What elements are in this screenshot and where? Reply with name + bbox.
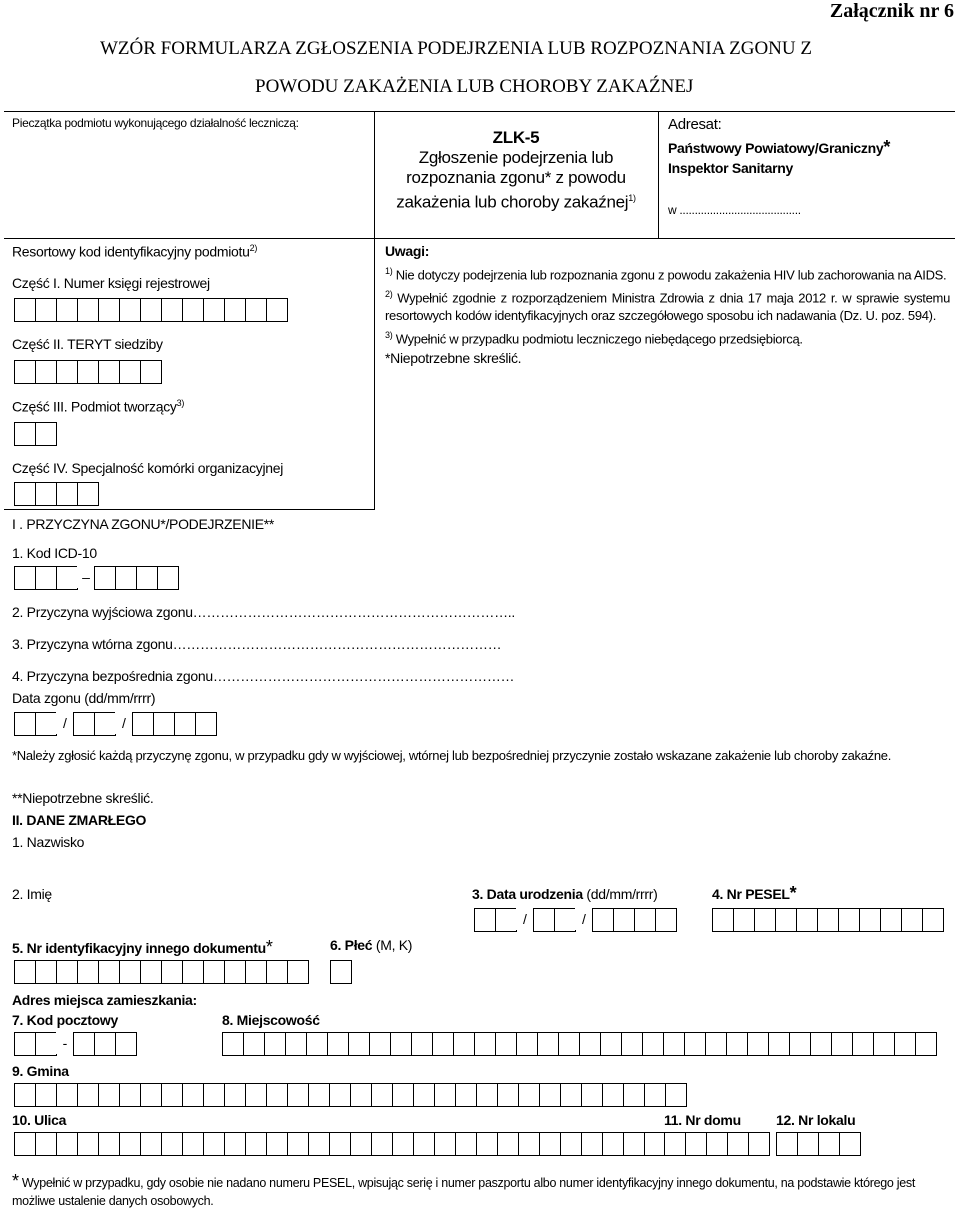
- note1-sup: 1): [385, 266, 393, 276]
- cause-direct[interactable]: 4. Przyczyna bezpośrednia zgonu…………………………………………………………: [12, 668, 515, 684]
- char-box[interactable]: [140, 1083, 162, 1107]
- char-box[interactable]: [474, 908, 496, 932]
- char-box[interactable]: [776, 1132, 798, 1156]
- icd-label: 1. Kod ICD-10: [12, 545, 97, 561]
- char-box[interactable]: [182, 1132, 204, 1156]
- char-box[interactable]: [432, 1032, 454, 1056]
- char-box[interactable]: [922, 908, 944, 932]
- death-date-boxes[interactable]: [14, 712, 216, 736]
- char-box[interactable]: [539, 1083, 561, 1107]
- char-box[interactable]: [705, 1032, 727, 1056]
- form-code-line2: rozpoznania zgonu* z powodu: [406, 168, 626, 187]
- char-box[interactable]: [775, 908, 797, 932]
- char-box[interactable]: [35, 566, 57, 590]
- char-box[interactable]: [224, 1083, 246, 1107]
- char-box[interactable]: [839, 1132, 861, 1156]
- dob-label: 3. Data urodzenia: [472, 886, 583, 902]
- form-code-block: [380, 128, 652, 213]
- char-box[interactable]: [203, 298, 225, 322]
- notes-label: Uwagi:: [385, 243, 430, 259]
- char-box[interactable]: [182, 1083, 204, 1107]
- part1-label: Część I. Numer księgi rejestrowej: [12, 275, 210, 291]
- street-boxes[interactable]: [14, 1132, 707, 1156]
- char-box[interactable]: [663, 1032, 685, 1056]
- char-box[interactable]: [371, 1132, 393, 1156]
- flat-boxes[interactable]: [776, 1132, 860, 1156]
- char-box[interactable]: [98, 1083, 120, 1107]
- char-box[interactable]: [73, 1032, 95, 1056]
- char-box[interactable]: [264, 1032, 286, 1056]
- char-box[interactable]: [371, 1083, 393, 1107]
- char-box[interactable]: [558, 1032, 580, 1056]
- char-box[interactable]: [390, 1032, 412, 1056]
- death-date-label: Data zgonu (dd/mm/rrrr): [12, 690, 156, 706]
- char-box[interactable]: [35, 1083, 57, 1107]
- char-box[interactable]: [685, 1132, 707, 1156]
- city-boxes[interactable]: [222, 1032, 936, 1056]
- char-box[interactable]: [453, 1032, 475, 1056]
- char-box[interactable]: [14, 422, 36, 446]
- char-box[interactable]: [539, 1132, 561, 1156]
- char-box[interactable]: [838, 908, 860, 932]
- char-box[interactable]: [56, 360, 78, 384]
- char-box[interactable]: [56, 1083, 78, 1107]
- addressee-label: Adresat:: [668, 116, 722, 133]
- char-box[interactable]: [754, 908, 776, 932]
- char-box[interactable]: [243, 1032, 265, 1056]
- char-box[interactable]: [98, 360, 120, 384]
- addressee-line2: Inspektor Sanitarny: [668, 160, 794, 176]
- annex-label: Załącznik nr 6: [829, 0, 954, 22]
- char-box[interactable]: [14, 482, 36, 506]
- char-box[interactable]: [810, 1032, 832, 1056]
- char-box[interactable]: [245, 1083, 267, 1107]
- note2-sup: 2): [385, 289, 393, 300]
- char-box[interactable]: [203, 960, 225, 984]
- dob-slash1: /: [516, 908, 534, 930]
- char-box[interactable]: [203, 1132, 225, 1156]
- char-box[interactable]: [308, 1083, 330, 1107]
- icd-boxes[interactable]: [14, 566, 178, 590]
- char-box[interactable]: [77, 1083, 99, 1107]
- char-box[interactable]: [560, 1083, 582, 1107]
- flat-label: 12. Nr lokalu: [776, 1112, 856, 1128]
- doc-label: 5. Nr identyfikacyjny innego dokumentu: [12, 940, 266, 956]
- char-box[interactable]: [621, 1032, 643, 1056]
- section1-footnote: *Należy zgłosić każdą przyczynę zgonu, w przypadku gdy w wyjściowej, wtórnej lub bezpośredniej przyczynie zostało wskazane zakażenie lub choroby zakaźne.: [12, 748, 891, 763]
- footer-note: [12, 1172, 952, 1210]
- char-box[interactable]: [327, 1032, 349, 1056]
- char-box[interactable]: [644, 1083, 666, 1107]
- char-box[interactable]: [182, 960, 204, 984]
- icd-dash: –: [77, 566, 95, 588]
- char-box[interactable]: [157, 566, 179, 590]
- section1-footnote2: **Niepotrzebne skreślić.: [12, 790, 154, 806]
- char-box[interactable]: [56, 482, 78, 506]
- house-boxes[interactable]: [664, 1132, 769, 1156]
- char-box[interactable]: [77, 1132, 99, 1156]
- commune-label: 9. Gmina: [12, 1063, 69, 1079]
- char-box[interactable]: [161, 1132, 183, 1156]
- part4-label: Część IV. Specjalność komórki organizacyjnej: [12, 460, 284, 476]
- char-box[interactable]: [174, 712, 196, 736]
- char-box[interactable]: [592, 908, 614, 932]
- char-box[interactable]: [140, 360, 162, 384]
- death-date-slash2: /: [115, 712, 133, 734]
- char-box[interactable]: [94, 566, 116, 590]
- char-box[interactable]: [132, 712, 154, 736]
- char-box[interactable]: [495, 908, 517, 932]
- char-box[interactable]: [880, 908, 902, 932]
- char-box[interactable]: [161, 298, 183, 322]
- char-box[interactable]: [664, 1132, 686, 1156]
- street-label: 10. Ulica: [12, 1112, 67, 1128]
- part2-boxes[interactable]: [14, 360, 161, 384]
- char-box[interactable]: [56, 298, 78, 322]
- char-box[interactable]: [35, 1032, 57, 1056]
- char-box[interactable]: [350, 1132, 372, 1156]
- char-box[interactable]: [203, 1083, 225, 1107]
- sex-box[interactable]: [330, 960, 351, 984]
- char-box[interactable]: [308, 1132, 330, 1156]
- char-box[interactable]: [119, 360, 141, 384]
- char-box[interactable]: [115, 566, 137, 590]
- form-title-line2: POWODU ZAKAŻENIA LUB CHOROBY ZAKAŹNEJ: [255, 76, 694, 97]
- char-box[interactable]: [796, 908, 818, 932]
- char-box[interactable]: [817, 908, 839, 932]
- char-box[interactable]: [455, 1083, 477, 1107]
- char-box[interactable]: [901, 908, 923, 932]
- note3-sup: 3): [385, 329, 393, 340]
- char-box[interactable]: [644, 1132, 666, 1156]
- form-code-sup: 1): [628, 193, 636, 203]
- char-box[interactable]: [266, 298, 288, 322]
- surname-label: 1. Nazwisko: [12, 834, 85, 850]
- form-code: ZLK-5: [492, 128, 540, 147]
- char-box[interactable]: [119, 960, 141, 984]
- dob-format: (dd/mm/rrrr): [586, 886, 658, 902]
- char-box[interactable]: [14, 360, 36, 384]
- char-box[interactable]: [818, 1132, 840, 1156]
- char-box[interactable]: [642, 1032, 664, 1056]
- postal-label: 7. Kod pocztowy: [12, 1012, 118, 1028]
- char-box[interactable]: [140, 298, 162, 322]
- char-box[interactable]: [77, 482, 99, 506]
- char-box[interactable]: [14, 1032, 36, 1056]
- char-box[interactable]: [140, 960, 162, 984]
- char-box[interactable]: [329, 1083, 351, 1107]
- char-box[interactable]: [56, 1132, 78, 1156]
- char-box[interactable]: [554, 908, 576, 932]
- part3-label: Część III. Podmiot tworzący: [12, 398, 177, 415]
- pesel-boxes[interactable]: [712, 908, 943, 932]
- char-box[interactable]: [434, 1083, 456, 1107]
- char-box[interactable]: [613, 908, 635, 932]
- char-box[interactable]: [852, 1032, 874, 1056]
- char-box[interactable]: [161, 960, 183, 984]
- part4-boxes[interactable]: [14, 482, 98, 506]
- char-box[interactable]: [350, 1083, 372, 1107]
- pesel-label: 4. Nr PESEL: [712, 886, 790, 902]
- char-box[interactable]: [56, 960, 78, 984]
- char-box[interactable]: [413, 1132, 435, 1156]
- char-box[interactable]: [98, 1132, 120, 1156]
- postal-dash: -: [56, 1032, 74, 1054]
- char-box[interactable]: [665, 1083, 687, 1107]
- char-box[interactable]: [623, 1132, 645, 1156]
- char-box[interactable]: [245, 298, 267, 322]
- col-divider-right: [658, 111, 659, 238]
- char-box[interactable]: [348, 1032, 370, 1056]
- char-box[interactable]: [98, 960, 120, 984]
- first-name-label: 2. Imię: [12, 886, 52, 902]
- part3-sup: 3): [176, 398, 185, 408]
- char-box[interactable]: [119, 298, 141, 322]
- cause-secondary[interactable]: 3. Przyczyna wtórna zgonu………………………………………………………………: [12, 636, 502, 652]
- char-box[interactable]: [224, 960, 246, 984]
- char-box[interactable]: [797, 1132, 819, 1156]
- form-code-line3: zakażenia lub choroby zakaźnej: [396, 192, 629, 212]
- col-divider-left: [374, 111, 375, 509]
- char-box[interactable]: [306, 1032, 328, 1056]
- char-box[interactable]: [266, 1083, 288, 1107]
- row-divider: [4, 238, 955, 239]
- char-box[interactable]: [369, 1032, 391, 1056]
- char-box[interactable]: [706, 1132, 728, 1156]
- char-box[interactable]: [56, 566, 78, 590]
- char-box[interactable]: [411, 1032, 433, 1056]
- sex-label: 6. Płeć: [330, 937, 373, 953]
- char-box[interactable]: [153, 712, 175, 736]
- dob-slash2: /: [575, 908, 593, 930]
- char-box[interactable]: [77, 960, 99, 984]
- char-box[interactable]: [119, 1132, 141, 1156]
- char-box[interactable]: [655, 908, 677, 932]
- death-date-slash1: /: [56, 712, 74, 734]
- char-box[interactable]: [533, 908, 555, 932]
- char-box[interactable]: [35, 712, 57, 736]
- dob-boxes[interactable]: [474, 908, 676, 932]
- char-box[interactable]: [35, 298, 57, 322]
- char-box[interactable]: [94, 1032, 116, 1056]
- char-box[interactable]: [434, 1132, 456, 1156]
- part3-boxes[interactable]: [14, 422, 56, 446]
- addressee-w[interactable]: w ........................................: [668, 203, 801, 217]
- resort-code-sup: 2): [249, 243, 258, 253]
- commune-boxes[interactable]: [14, 1083, 686, 1107]
- char-box[interactable]: [476, 1083, 498, 1107]
- char-box[interactable]: [537, 1032, 559, 1056]
- char-box[interactable]: [579, 1032, 601, 1056]
- char-box[interactable]: [266, 960, 288, 984]
- char-box[interactable]: [623, 1083, 645, 1107]
- char-box[interactable]: [287, 1083, 309, 1107]
- char-box[interactable]: [182, 298, 204, 322]
- addressee-line1-text: Państwowy Powiatowy/Graniczny: [668, 140, 884, 156]
- char-box[interactable]: [287, 1132, 309, 1156]
- char-box[interactable]: [35, 1132, 57, 1156]
- char-box[interactable]: [476, 1132, 498, 1156]
- char-box[interactable]: [474, 1032, 496, 1056]
- sex-options: (M, K): [375, 937, 413, 953]
- char-box[interactable]: [77, 298, 99, 322]
- char-box[interactable]: [330, 960, 352, 984]
- char-box[interactable]: [115, 1032, 137, 1056]
- char-box[interactable]: [712, 908, 734, 932]
- char-box[interactable]: [245, 960, 267, 984]
- addressee-star: *: [883, 137, 891, 157]
- char-box[interactable]: [119, 1083, 141, 1107]
- char-box[interactable]: [634, 908, 656, 932]
- char-box[interactable]: [329, 1132, 351, 1156]
- char-box[interactable]: [140, 1132, 162, 1156]
- char-box[interactable]: [35, 482, 57, 506]
- footer-text: Wypełnić w przypadku, gdy osobie nie nadano numeru PESEL, wpisując serię i numer paszportu albo numer identyfikacyjny innego dokumentu, na podstawie którego jest możliwe ustalenie danych osobowych.: [12, 1176, 915, 1208]
- char-box[interactable]: [859, 908, 881, 932]
- section1-heading: I . PRZYCZYNA ZGONU*/PODEJRZENIE**: [12, 516, 275, 532]
- notes-star: *Niepotrzebne skreślić.: [385, 349, 522, 366]
- char-box[interactable]: [495, 1032, 517, 1056]
- char-box[interactable]: [602, 1083, 624, 1107]
- char-box[interactable]: [600, 1032, 622, 1056]
- char-box[interactable]: [602, 1132, 624, 1156]
- stamp-label: Pieczątka podmiotu wykonującego działalność leczniczą:: [12, 116, 299, 130]
- char-box[interactable]: [287, 960, 309, 984]
- char-box[interactable]: [161, 1083, 183, 1107]
- char-box[interactable]: [222, 1032, 244, 1056]
- char-box[interactable]: [14, 1132, 36, 1156]
- char-box[interactable]: [392, 1083, 414, 1107]
- form-title-line1: WZÓR FORMULARZA ZGŁOSZENIA PODEJRZENIA LUB ROZPOZNANIA ZGONU Z: [100, 38, 812, 59]
- house-label: 11. Nr domu: [664, 1112, 741, 1128]
- char-box[interactable]: [726, 1032, 748, 1056]
- char-box[interactable]: [136, 566, 158, 590]
- doc-star: *: [265, 937, 273, 957]
- note3: Wypełnić w przypadku podmiotu leczniczego niebędącego przedsiębiorcą.: [395, 330, 803, 346]
- char-box[interactable]: [747, 1032, 769, 1056]
- char-box[interactable]: [873, 1032, 895, 1056]
- footer-star: *: [12, 1171, 19, 1191]
- char-box[interactable]: [224, 298, 246, 322]
- char-box[interactable]: [14, 712, 36, 736]
- char-box[interactable]: [195, 712, 217, 736]
- form-code-line1: Zgłoszenie podejrzenia lub: [418, 148, 614, 167]
- doc-boxes[interactable]: [14, 960, 308, 984]
- section2-heading: II. DANE ZMARŁEGO: [12, 812, 147, 828]
- section-divider: [4, 509, 375, 510]
- char-box[interactable]: [413, 1083, 435, 1107]
- char-box[interactable]: [748, 1132, 770, 1156]
- char-box[interactable]: [497, 1083, 519, 1107]
- addressee-line1: [668, 137, 890, 158]
- char-box[interactable]: [266, 1132, 288, 1156]
- cause-initial[interactable]: 2. Przyczyna wyjściowa zgonu……………………………………………………………..: [12, 604, 515, 620]
- char-box[interactable]: [245, 1132, 267, 1156]
- note2: Wypełnić zgodnie z rozporządzeniem Ministra Zdrowia z dnia 17 maja 2012 r. w sprawie systemu resortowych kodów identyfikacyjnych oraz szczegółowego sposobu ich nadawania (Dz. U. poz. 594).: [385, 290, 951, 323]
- char-box[interactable]: [831, 1032, 853, 1056]
- notes-block: [385, 243, 950, 367]
- char-box[interactable]: [894, 1032, 916, 1056]
- char-box[interactable]: [560, 1132, 582, 1156]
- char-box[interactable]: [516, 1032, 538, 1056]
- char-box[interactable]: [77, 360, 99, 384]
- note1: Nie dotyczy podejrzenia lub rozpoznania zgonu z powodu zakażenia HIV lub zachorowania na AIDS.: [395, 267, 947, 283]
- char-box[interactable]: [73, 712, 95, 736]
- char-box[interactable]: [224, 1132, 246, 1156]
- char-box[interactable]: [392, 1132, 414, 1156]
- resort-code-label: Resortowy kod identyfikacyjny podmiotu: [12, 243, 250, 260]
- char-box[interactable]: [98, 298, 120, 322]
- city-label: 8. Miejscowość: [222, 1012, 320, 1028]
- char-box[interactable]: [789, 1032, 811, 1056]
- char-box[interactable]: [285, 1032, 307, 1056]
- address-label: Adres miejsca zamieszkania:: [12, 992, 197, 1008]
- char-box[interactable]: [768, 1032, 790, 1056]
- char-box[interactable]: [455, 1132, 477, 1156]
- char-box[interactable]: [497, 1132, 519, 1156]
- char-box[interactable]: [684, 1032, 706, 1056]
- char-box[interactable]: [35, 360, 57, 384]
- char-box[interactable]: [14, 1083, 36, 1107]
- postal-boxes[interactable]: [14, 1032, 136, 1056]
- char-box[interactable]: [35, 422, 57, 446]
- pesel-star: *: [789, 883, 797, 903]
- char-box[interactable]: [581, 1083, 603, 1107]
- char-box[interactable]: [727, 1132, 749, 1156]
- char-box[interactable]: [518, 1083, 540, 1107]
- char-box[interactable]: [733, 908, 755, 932]
- char-box[interactable]: [915, 1032, 937, 1056]
- char-box[interactable]: [14, 298, 36, 322]
- char-box[interactable]: [14, 960, 36, 984]
- char-box[interactable]: [94, 712, 116, 736]
- char-box[interactable]: [581, 1132, 603, 1156]
- part1-boxes[interactable]: [14, 298, 287, 322]
- part2-label: Część II. TERYT siedziby: [12, 336, 163, 352]
- top-border: [4, 111, 955, 112]
- char-box[interactable]: [35, 960, 57, 984]
- char-box[interactable]: [518, 1132, 540, 1156]
- char-box[interactable]: [14, 566, 36, 590]
